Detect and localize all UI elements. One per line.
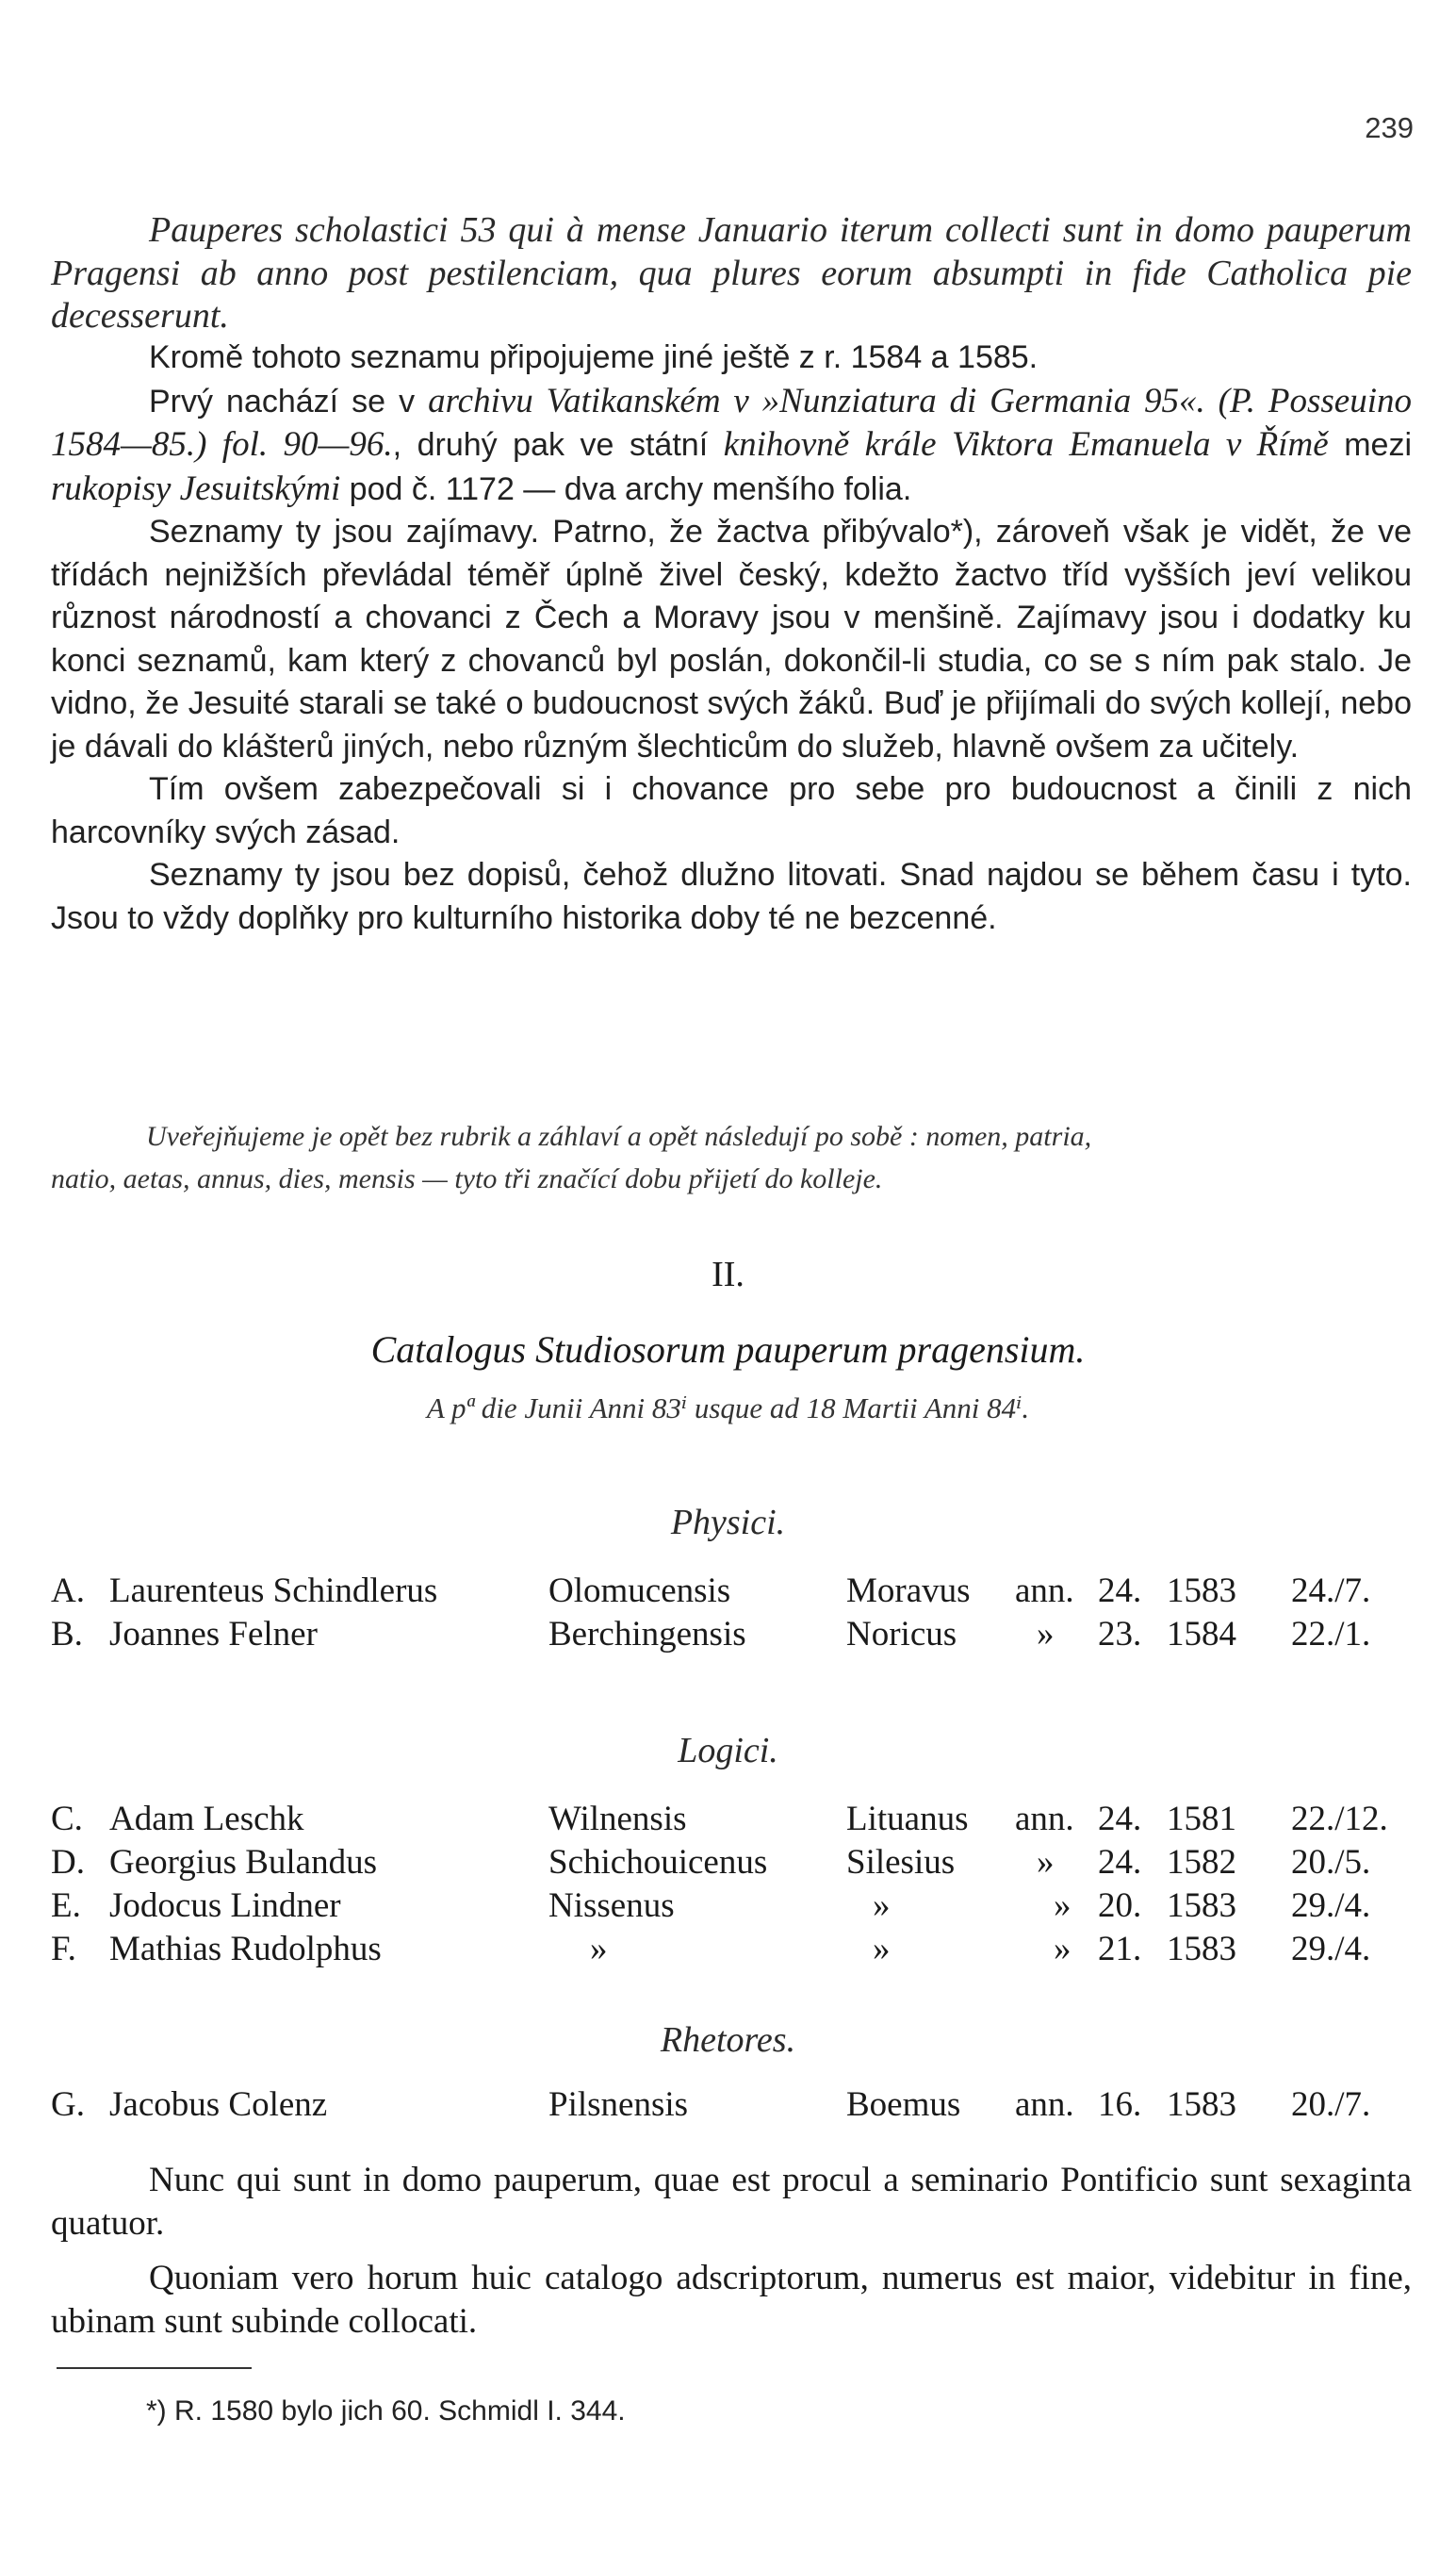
student-row [0, 1798, 1456, 1841]
student-date: 29./4. [1291, 1930, 1371, 1968]
student-annus: 1581 [1167, 1800, 1236, 1838]
p2-end: pod č. 1172 — dva archy menšího folia. [340, 470, 912, 507]
closing-latin [51, 2159, 1412, 2344]
p2-mid: , druhý pak ve státní [392, 427, 724, 463]
student-aetas: 16. [1098, 2085, 1142, 2124]
editorial-note-line-1: Uveřejňujeme je opět bez rubrik a záhlaví a opět následují po sobě : nomen, patria, [146, 1121, 1092, 1152]
student-date: 24./7. [1291, 1571, 1371, 1610]
intro-latin-text: Pauperes scholastici 53 qui à mense Januario iterum collecti sunt in domo pauperum Pragensi ab anno post pestilenciam, qua plures eorum absumpti in fide Catholica pie decesserunt. [51, 210, 1412, 336]
group-heading-physici: Physici. [670, 1503, 786, 1542]
section-number: II. [712, 1255, 744, 1294]
student-natio: » [873, 1886, 891, 1925]
student-annus: 1583 [1167, 1886, 1236, 1925]
footnote: *) R. 1580 bylo jich 60. Schmidl I. 344. [146, 2395, 626, 2427]
student-aetas: 24. [1098, 1571, 1142, 1610]
student-name: Laurenteus Schindlerus [109, 1571, 438, 1610]
student-annus-label: » [1054, 1886, 1072, 1925]
p2-mid2: mezi [1328, 427, 1412, 463]
student-annus-label: ann. [1015, 2085, 1074, 2124]
student-annus: 1583 [1167, 2085, 1236, 2124]
student-letter: E. [51, 1886, 81, 1925]
student-annus-label: ann. [1015, 1800, 1074, 1838]
student-annus: 1582 [1167, 1843, 1236, 1882]
footnote-divider [57, 2367, 252, 2369]
archive-citation: archivu Vatikanském v »Nunziatura di Germania 95«. (P. Posseuino 1584—85.) fol. 90—96. [51, 381, 1412, 464]
student-annus: 1584 [1167, 1615, 1236, 1654]
student-annus: 1583 [1167, 1571, 1236, 1610]
closing-latin-paragraph-1: Nunc qui sunt in domo pauperum, quae est procul a seminario Pontificio sunt sexaginta quatuor. [51, 2161, 1412, 2243]
student-date: 20./7. [1291, 2085, 1371, 2124]
student-date: 20./5. [1291, 1843, 1371, 1882]
student-annus-label: » [1037, 1615, 1055, 1654]
student-aetas: 24. [1098, 1800, 1142, 1838]
student-row [0, 2083, 1456, 2127]
student-name: Jacobus Colenz [109, 2085, 328, 2124]
student-annus: 1583 [1167, 1930, 1236, 1968]
group-heading-rhetores: Rhetores. [660, 2020, 796, 2060]
student-aetas: 21. [1098, 1930, 1142, 1968]
student-letter: C. [51, 1800, 83, 1838]
student-natio: Noricus [846, 1615, 957, 1654]
student-row [0, 1928, 1456, 1971]
student-aetas: 23. [1098, 1615, 1142, 1654]
student-natio: Boemus [846, 2085, 961, 2124]
student-row [0, 1884, 1456, 1928]
czech-paragraph-5: Seznamy ty jsou bez dopisů, čehož dlužno litovati. Snad najdou se během času i tyto. Jsou to vždy doplňky pro kulturního historika doby té ne bezcenné. [51, 857, 1412, 936]
student-annus-label: ann. [1015, 1571, 1074, 1610]
student-natio: Moravus [846, 1571, 971, 1610]
closing-latin-paragraph-2: Quoniam vero horum huic catalogo adscriptorum, numerus est maior, videbitur in fine, ubinam sunt subinde collocati. [51, 2259, 1412, 2341]
student-annus-label: » [1037, 1843, 1055, 1882]
student-name: Jodocus Lindner [109, 1886, 341, 1925]
page-number: 239 [1365, 111, 1414, 144]
student-letter: G. [51, 2085, 85, 2124]
student-name: Joannes Felner [109, 1615, 318, 1654]
catalog-title: Catalogus Studiosorum pauperum pragensium. [370, 1328, 1086, 1371]
student-row [0, 1570, 1456, 1613]
student-date: 29./4. [1291, 1886, 1371, 1925]
student-aetas: 20. [1098, 1886, 1142, 1925]
student-patria: Pilsnensis [548, 2085, 689, 2124]
student-letter: D. [51, 1843, 85, 1882]
group-heading-logici: Logici. [678, 1731, 778, 1770]
student-letter: F. [51, 1930, 76, 1968]
czech-paragraph-1: Kromě tohoto seznamu připojujeme jiné ještě z r. 1584 a 1585. [149, 339, 1039, 375]
student-natio: Silesius [846, 1843, 956, 1882]
student-date: 22./12. [1291, 1800, 1388, 1838]
intro-latin-paragraph [51, 209, 1412, 338]
student-row [0, 1841, 1456, 1884]
student-row [0, 1613, 1456, 1656]
student-name: Mathias Rudolphus [109, 1930, 382, 1968]
student-patria: Wilnensis [548, 1800, 687, 1838]
czech-paragraph-2 [51, 380, 1412, 512]
library-citation: knihovně krále Viktora Emanuela v Římě [723, 425, 1329, 464]
student-letter: B. [51, 1615, 83, 1654]
student-patria: Berchingensis [548, 1615, 746, 1654]
student-name: Georgius Bulandus [109, 1843, 378, 1882]
manuscripts-citation: rukopisy Jesuitskými [51, 469, 341, 508]
student-name: Adam Leschk [109, 1800, 304, 1838]
czech-paragraph-4: Tím ovšem zabezpečovali si i chovance pro sebe pro budoucnost a činili z nich harcovníky svých zásad. [51, 771, 1412, 850]
student-date: 22./1. [1291, 1615, 1371, 1654]
student-aetas: 24. [1098, 1843, 1142, 1882]
student-annus-label: » [1054, 1930, 1072, 1968]
czech-paragraph-3: Seznamy ty jsou zajímavy. Patrno, že žactva přibývalo*), zároveň však je vidět, že ve třídách nejnižších převládal téměř úplně živel český, kdežto žactvo tříd vyšších jeví velikou různost národností a chovanci z Čech a Moravy jsou v menšině. Zajímavy jsou i dodatky ku konci seznamů, kam který z chovanců byl poslán, dokončil-li studia, co se s ním pak stalo. Je vidno, že Jesuité starali se také o budoucnost svých žáků. Buď je přijímali do svých kollejí, nebo je dávali do klášterů jiných, nebo různým šlechticům do služeb, hlavně ovšem za učitely. [51, 514, 1412, 765]
editorial-note-line-2: natio, aetas, annus, dies, mensis — tyto tři značící dobu přijetí do kolleje. [51, 1163, 883, 1194]
catalog-subtitle: A pª die Junii Anni 83ⁱ usque ad 18 Martii Anni 84ⁱ. [426, 1391, 1030, 1424]
p2-start: Prvý nachází se v [149, 383, 429, 420]
student-patria: Schichouicenus [548, 1843, 768, 1882]
student-patria: » [590, 1930, 608, 1968]
student-patria: Nissenus [548, 1886, 675, 1925]
student-natio: » [873, 1930, 891, 1968]
student-letter: A. [51, 1571, 85, 1610]
czech-commentary [51, 337, 1412, 940]
student-patria: Olomucensis [548, 1571, 731, 1610]
student-natio: Lituanus [846, 1800, 969, 1838]
